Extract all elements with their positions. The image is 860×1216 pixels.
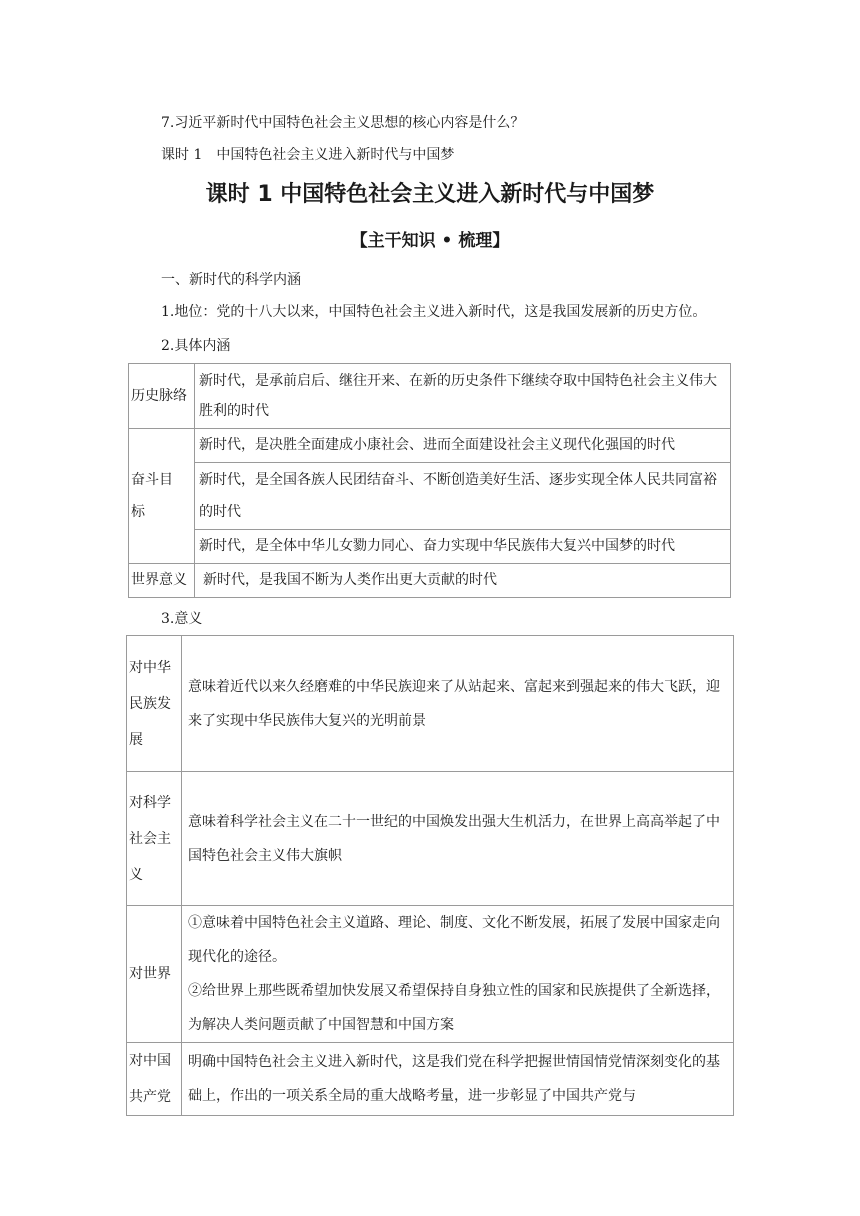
table-row (129, 429, 731, 463)
section-heading-significance: 3.意义 (161, 611, 203, 627)
table-row (127, 772, 734, 906)
row-label: 对中华民族发展 (127, 636, 182, 772)
row-text: 明确中国特色社会主义进入新时代，这是我们党在科学把握世情国情党情深刻变化的基础上，作出的一项关系全局的重大战略考量，进一步彰显了中国共产党与 (182, 1043, 734, 1116)
table-row (129, 364, 731, 429)
row-text: 意味着近代以来久经磨难的中华民族迎来了从站起来、富起来到强起来的伟大飞跃，迎来了实现中华民族伟大复兴的光明前景 (182, 636, 734, 772)
row-text: 新时代，是承前启后、继往开来、在新的历史条件下继续夺取中国特色社会主义伟大胜利的时代 (195, 364, 731, 429)
lesson-line: 课时 1 中国特色社会主义进入新时代与中国梦 (161, 147, 455, 163)
row-text-item: ①意味着中国特色社会主义道路、理论、制度、文化不断发展，拓展了发展中国家走向现代化的途径。 (188, 915, 720, 965)
page-title: 课时 1 中国特色社会主义进入新时代与中国梦 (205, 182, 655, 207)
row-text: 新时代，是决胜全面建成小康社会、进而全面建设社会主义现代化强国的时代 (195, 429, 731, 463)
row-text: 新时代，是全体中华儿女勠力同心、奋力实现中华民族伟大复兴中国梦的时代 (195, 530, 731, 564)
row-text: 新时代，是全国各族人民团结奋斗、不断创造美好生活、逐步实现全体人民共同富裕的时代 (195, 463, 731, 530)
row-label: 历史脉络 (129, 364, 195, 429)
row-label: 对科学社会主义 (127, 772, 182, 906)
row-label: 奋斗目标 (129, 429, 195, 564)
row-text (182, 906, 734, 1043)
section-subtitle: 【主干知识 • 梳理】 (350, 231, 510, 251)
question-text: 7.习近平新时代中国特色社会主义思想的核心内容是什么？ (161, 115, 525, 131)
table-row (127, 1043, 734, 1116)
row-text: 意味着科学社会主义在二十一世纪的中国焕发出强大生机活力，在世界上高高举起了中国特色社会主义伟大旗帜 (182, 772, 734, 906)
table-row (129, 564, 731, 598)
section-heading: 一、新时代的科学内涵 (161, 272, 301, 288)
table-row (129, 463, 731, 530)
table-row (129, 530, 731, 564)
significance-table (126, 635, 734, 1116)
row-label: 世界意义 (129, 564, 195, 598)
row-text-item: ②给世界上那些既希望加快发展又希望保持自身独立性的国家和民族提供了全新选择，为解决人类问题贡献了中国智慧和中国方案 (188, 983, 720, 1033)
connotation-table (128, 363, 731, 598)
row-label: 对世界 (127, 906, 182, 1043)
table-row (127, 906, 734, 1043)
row-label: 对中国共产党 (127, 1043, 182, 1116)
table-row (127, 636, 734, 772)
point-connotation: 2.具体内涵 (161, 338, 231, 354)
point-position: 1.地位：党的十八大以来，中国特色社会主义进入新时代，这是我国发展新的历史方位。 (161, 304, 707, 320)
row-text: 新时代，是我国不断为人类作出更大贡献的时代 (195, 564, 731, 598)
